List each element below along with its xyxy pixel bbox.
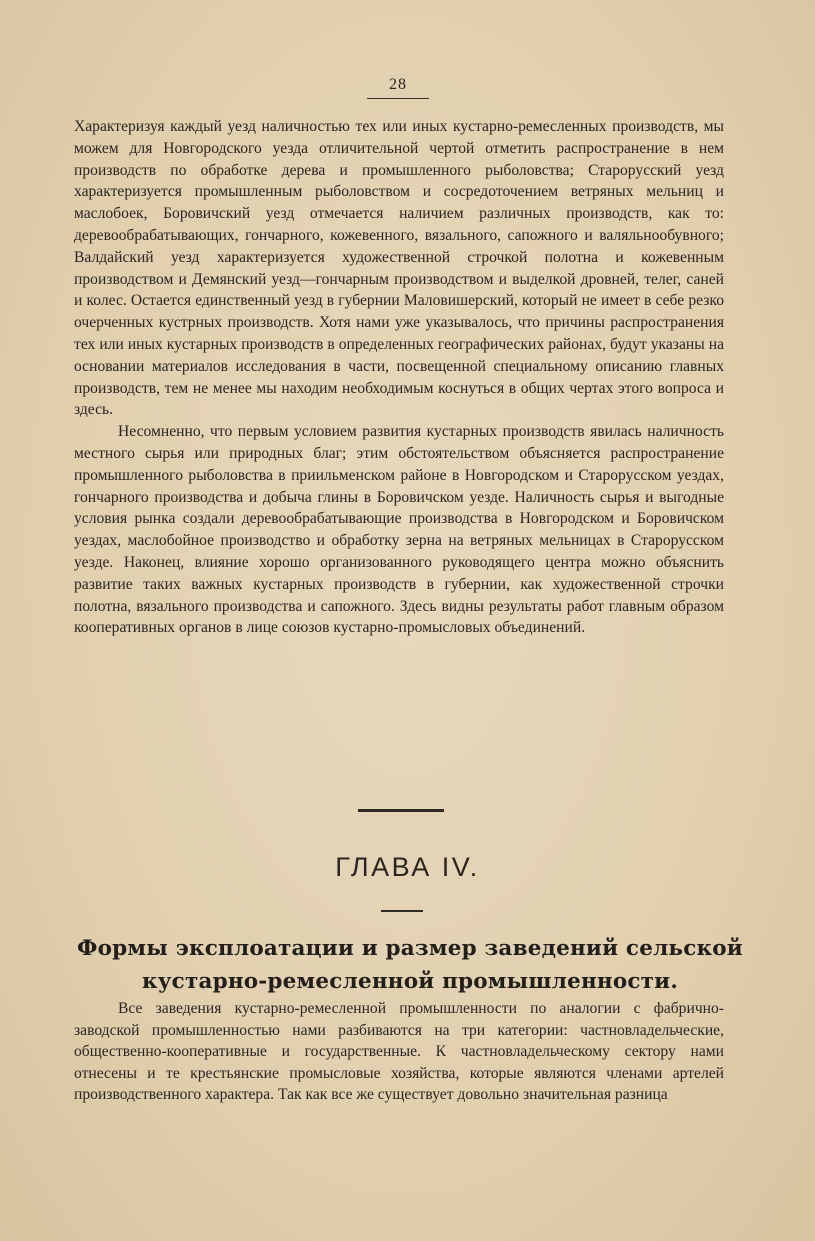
chapter-subtitle-line-2: кустарно-ремесленной промышленности. xyxy=(141,969,679,994)
page-number: 28 xyxy=(367,76,429,99)
chapter-heading: ГЛАВА IV. xyxy=(335,852,480,882)
paragraph-uezd-characteristics: Характеризуя каждый уезд наличностью тех или иных кустарно-ремесленных производств, мы можем для Новгородского уезда отличительной чертой отметить распространение в нем производств по обработке дерева и промышленного рыболовства; Старорусский уезд характеризуется промышленным рыболовством и сосредоточением ветряных мельниц и маслобоек, Боровичский уезд отмечается наличием различных производств, как то: деревообрабатывающих, гончарного, кожевенного, вязального, сапожного и валяльнообувного; Валдайский уезд характеризуется художественной строчкой полотна и кожевенным производством и Демянский уезд—гончарным производством и выделкой дровней, телег, саней и колес. Остается единственный уезд в губернии Маловишерский, который не имеет в себе резко очерченных кустрных производств. Хотя нами уже указывалось, что причины распространения тех или иных кустарных производств в определенных географических районах, будут указаны на основании материалов исследования в части, посвещенной специальному описанию главных производств, тем не менее мы находим необходимым коснуться в общих чертах этого вопроса и здесь. xyxy=(74,118,724,419)
chapter-underline xyxy=(381,910,423,912)
paragraph-enterprise-categories: Все заведения кустарно-ремесленной промышленности по аналогии с фабрично-заводской промышленностью нами разбиваются на три категории: частновладельческие, общественно-кооперативные и государственные. К частновладельческому сектору нами отнесены и те крестьянские промысловые хозяйства, которые являются членами артелей производственного характера. Так как все же существует довольно значительная разница xyxy=(74,1000,724,1104)
text-block-bottom xyxy=(74,998,724,1106)
text-block-top xyxy=(74,116,724,639)
chapter-subtitle-line-1: Формы эксплоатации и размер заведений сельской xyxy=(77,936,743,961)
paragraph-conditions-development: Несомненно, что первым условием развития кустарных производств явилась наличность местного сырья или природных благ; этим обстоятельством объясняется распространение промышленного рыболовства в приильменском районе в Новгородском и Старорусском уездах, гончарного производства и добыча глины в Боровичском уезде. Наличность сырья и выгодные условия рынка создали деревообрабатывающие производства в Новгородском и Боровичском уездах, маслобойное производство и обработку зерна на ветряных мельницах в Старорусском уезде. Наконец, влияние хорошо организованного руководящего центра можно объяснить развитие таких важных кустарных производств в губернии, как художественной строчки полотна, вязального производства и сапожного. Здесь видны результаты работ главным образом кооперативных органов в лице союзов кустарно-промысловых объединений. xyxy=(74,423,724,637)
section-divider xyxy=(358,809,444,812)
chapter-subtitle xyxy=(60,932,760,998)
